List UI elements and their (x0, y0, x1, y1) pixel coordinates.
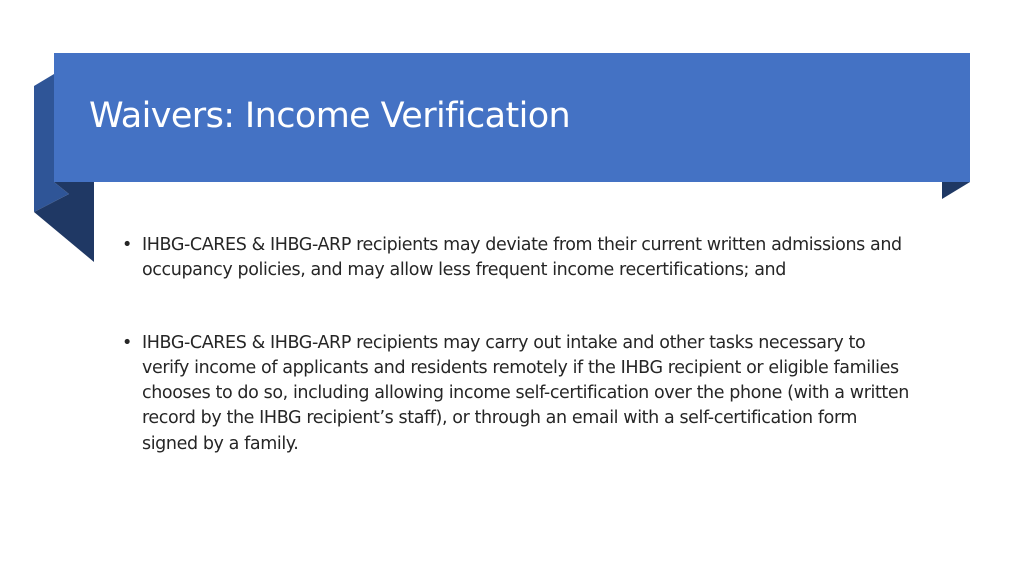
bullet-item (122, 331, 912, 457)
bullet-text: IHBG-CARES & IHBG-ARP recipients may carry out intake and other tasks necessary to verify income of applicants and residents remotely if the IHBG recipient or eligible families chooses to do so, including allowing income self-certification over the phone (with a written record by the IHBG recipient’s staff), or through an email with a self-certification form signed by a family. (142, 332, 909, 454)
bullet-marker: • (122, 235, 132, 255)
bullet-list (122, 233, 912, 457)
bullet-item (122, 233, 912, 284)
bullet-marker: • (122, 332, 132, 353)
ribbon-right-tab (942, 182, 970, 199)
slide-title: Waivers: Income Verification (89, 96, 571, 136)
bullet-text: IHBG-CARES & IHBG-ARP recipients may deviate from their current written admissions and occupancy policies, and may allow less frequent income recertifications; and (142, 235, 902, 281)
